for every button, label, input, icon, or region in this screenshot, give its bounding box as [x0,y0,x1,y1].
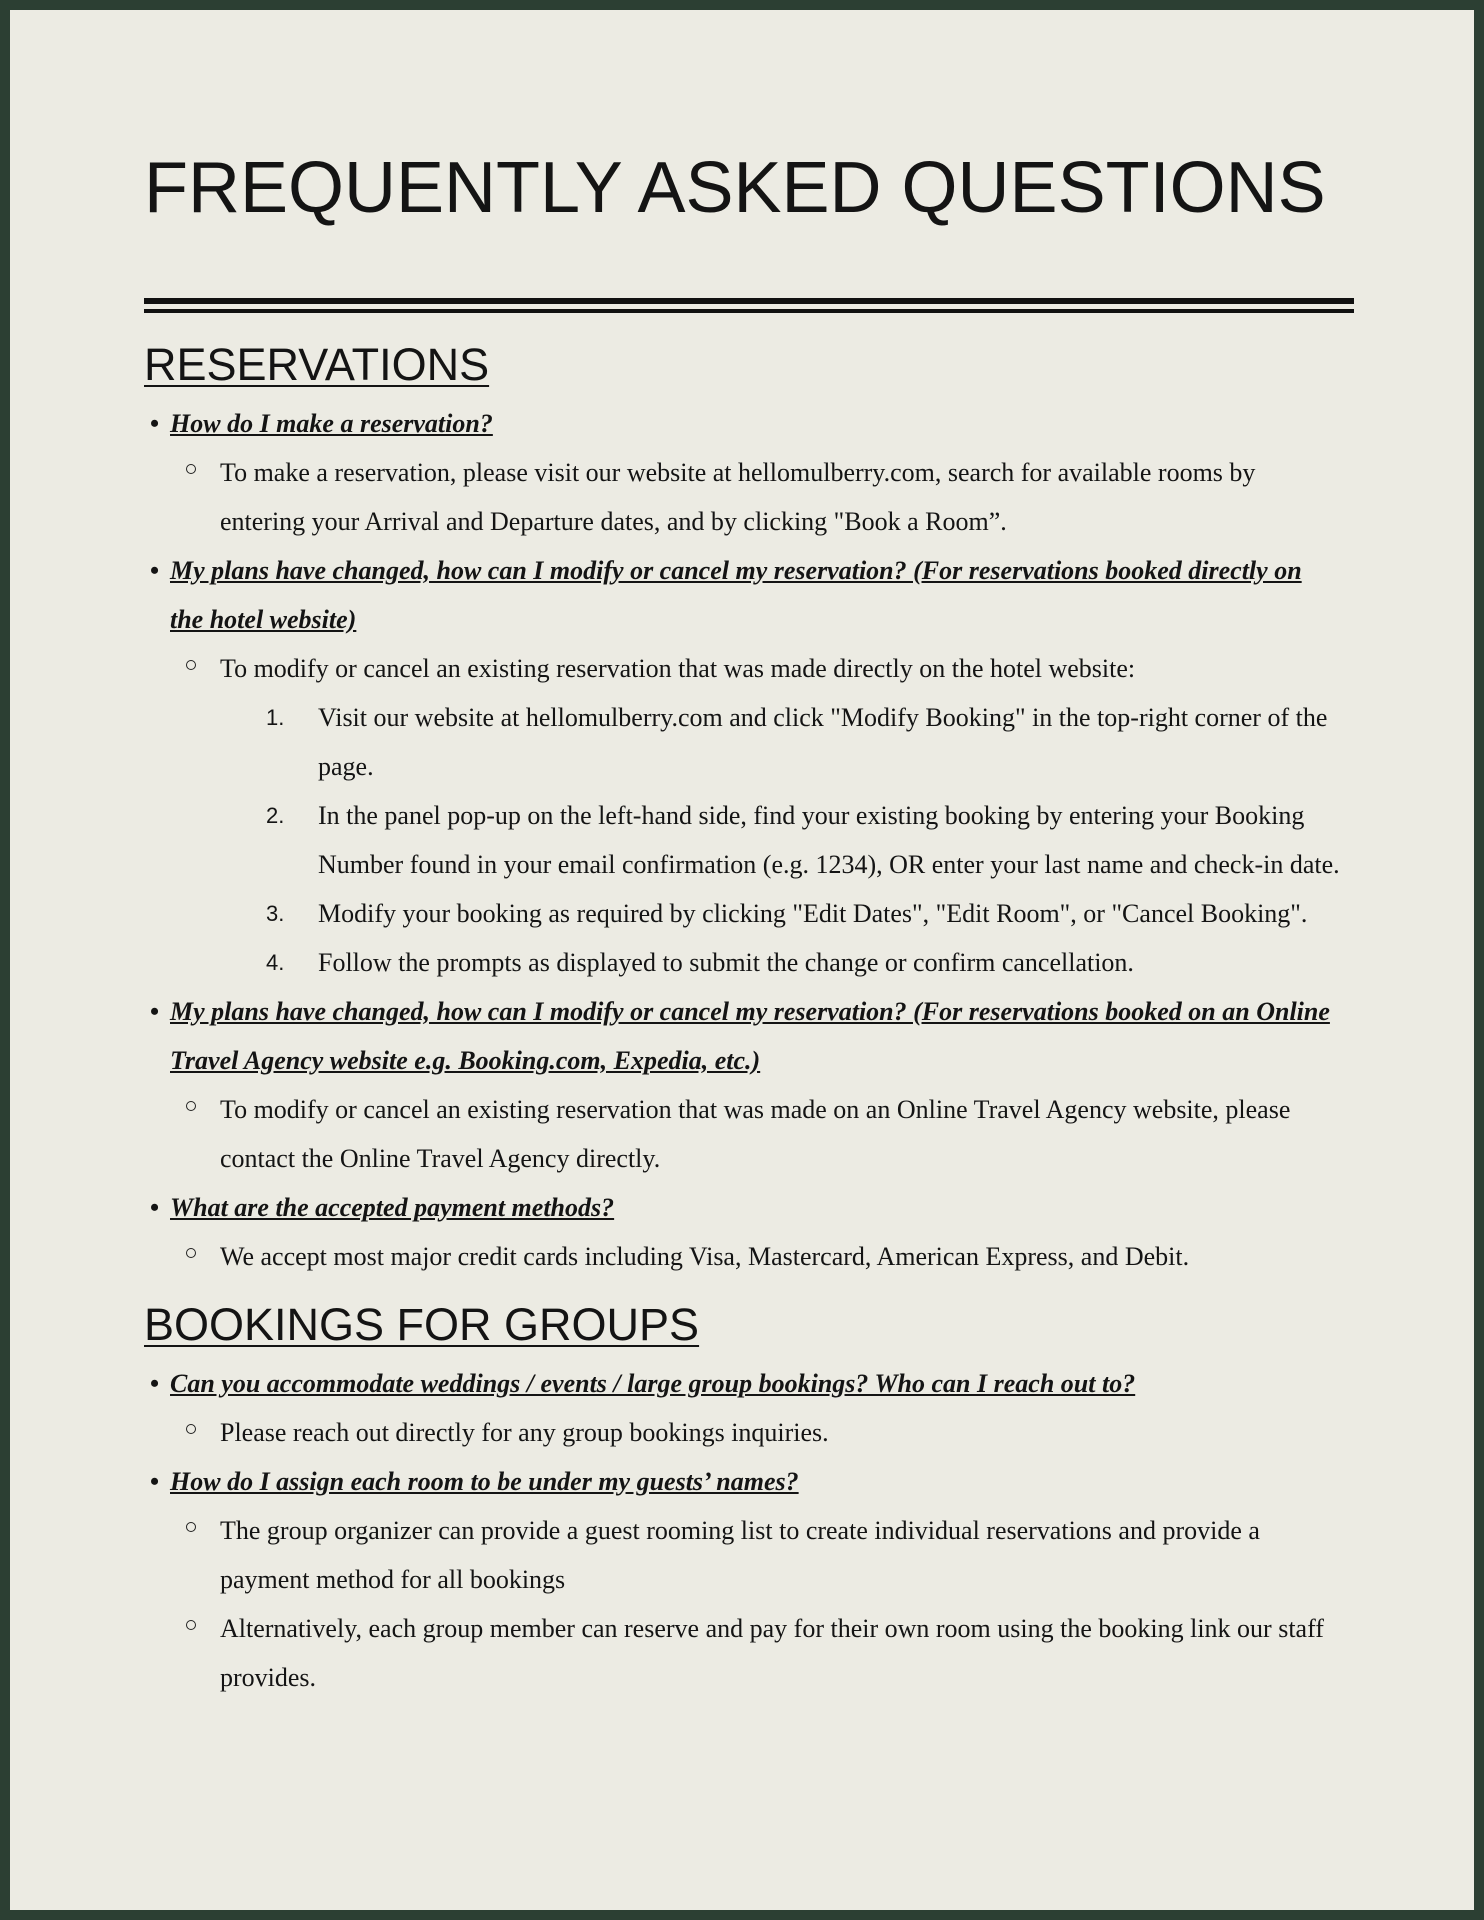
circle-bullet-icon [186,1620,196,1630]
faq-item [144,987,1340,1183]
faq-answer: To make a reservation, please visit our website at hellomulberry.com, search for available rooms by entering your Arrival and Departure dates, and by clicking "Book a Room”. [220,457,1256,536]
step-number: 1. [266,704,285,730]
faq-item [144,1457,1340,1702]
faq-question: My plans have changed, how can I modify or cancel my reservation? (For reservations booked directly on the hotel website) [170,555,1302,634]
faq-question: What are the accepted payment methods? [170,1192,615,1222]
answer-list [170,1506,1340,1702]
section-group-bookings [144,1299,1340,1702]
circle-bullet-icon [186,1248,196,1258]
answer-item [220,448,1340,546]
section-reservations [144,339,1340,1281]
circle-bullet-icon [186,1101,196,1111]
faq-answer: To modify or cancel an existing reservation that was made on an Online Travel Agency website, please contact the Online Travel Agency directly. [220,1094,1291,1173]
step-item [266,938,1340,987]
circle-bullet-icon [186,660,196,670]
faq-answer: We accept most major credit cards including Visa, Mastercard, American Express, and Debit. [220,1241,1190,1271]
bullet-icon: • [150,555,160,585]
faq-item [144,546,1340,987]
circle-bullet-icon [186,1522,196,1532]
circle-bullet-icon [186,1424,196,1434]
step-number: 2. [266,802,285,828]
section-heading: RESERVATIONS [144,339,490,390]
bullet-icon: • [150,408,160,438]
step-number: 4. [266,949,285,975]
step-item [266,791,1340,889]
answer-item [220,1604,1340,1702]
faq-question: How do I assign each room to be under my guests’ names? [170,1466,799,1496]
step-item [266,889,1340,938]
question-list [144,399,1340,1281]
bullet-icon: • [150,1192,160,1222]
question-list [144,1359,1340,1702]
faq-page [10,10,1474,1910]
answer-list [170,1232,1340,1281]
section-heading: BOOKINGS FOR GROUPS [144,1298,700,1350]
answer-list [170,1408,1340,1457]
answer-item [220,644,1340,987]
faq-item [144,1359,1340,1457]
step-text: Visit our website at hellomulberry.com and click "Modify Booking" in the top-right corner of the page. [318,702,1328,781]
answer-item [220,1408,1340,1457]
faq-answer: Alternatively, each group member can reserve and pay for their own room using the booking link our staff provides. [220,1613,1324,1692]
answer-list [170,644,1340,987]
circle-bullet-icon [186,464,196,474]
faq-question: Can you accommodate weddings / events / large group bookings? Who can I reach out to? [170,1368,1136,1398]
faq-answer: The group organizer can provide a guest rooming list to create individual reservations and provide a payment method for all bookings [220,1515,1260,1594]
answer-item [220,1085,1340,1183]
title-divider [144,298,1354,313]
answer-item [220,1506,1340,1604]
step-text: Modify your booking as required by clicking "Edit Dates", "Edit Room", or "Cancel Booking". [318,898,1308,928]
faq-item [144,399,1340,546]
faq-question: How do I make a reservation? [170,408,493,438]
faq-question: My plans have changed, how can I modify or cancel my reservation? (For reservations booked on an Online Travel Agency website e.g. Booking.com, Expedia, etc.) [170,996,1330,1075]
answer-item [220,1232,1340,1281]
step-text: In the panel pop-up on the left-hand side, find your existing booking by entering your Booking Number found in your email confirmation (e.g. 1234), OR enter your last name and check-in date. [318,800,1340,879]
bullet-icon: • [150,1368,160,1398]
bullet-icon: • [150,996,160,1026]
step-item [266,693,1340,791]
step-list [220,693,1340,987]
step-text: Follow the prompts as displayed to submit the change or confirm cancellation. [318,947,1134,977]
faq-answer: Please reach out directly for any group bookings inquiries. [220,1417,829,1447]
step-number: 3. [266,900,285,926]
page-title: FREQUENTLY ASKED QUESTIONS [144,148,1326,228]
answer-list [170,1085,1340,1183]
faq-item [144,1183,1340,1281]
answer-list [170,448,1340,546]
faq-answer: To modify or cancel an existing reservation that was made directly on the hotel website: [220,653,1136,683]
bullet-icon: • [150,1466,160,1496]
